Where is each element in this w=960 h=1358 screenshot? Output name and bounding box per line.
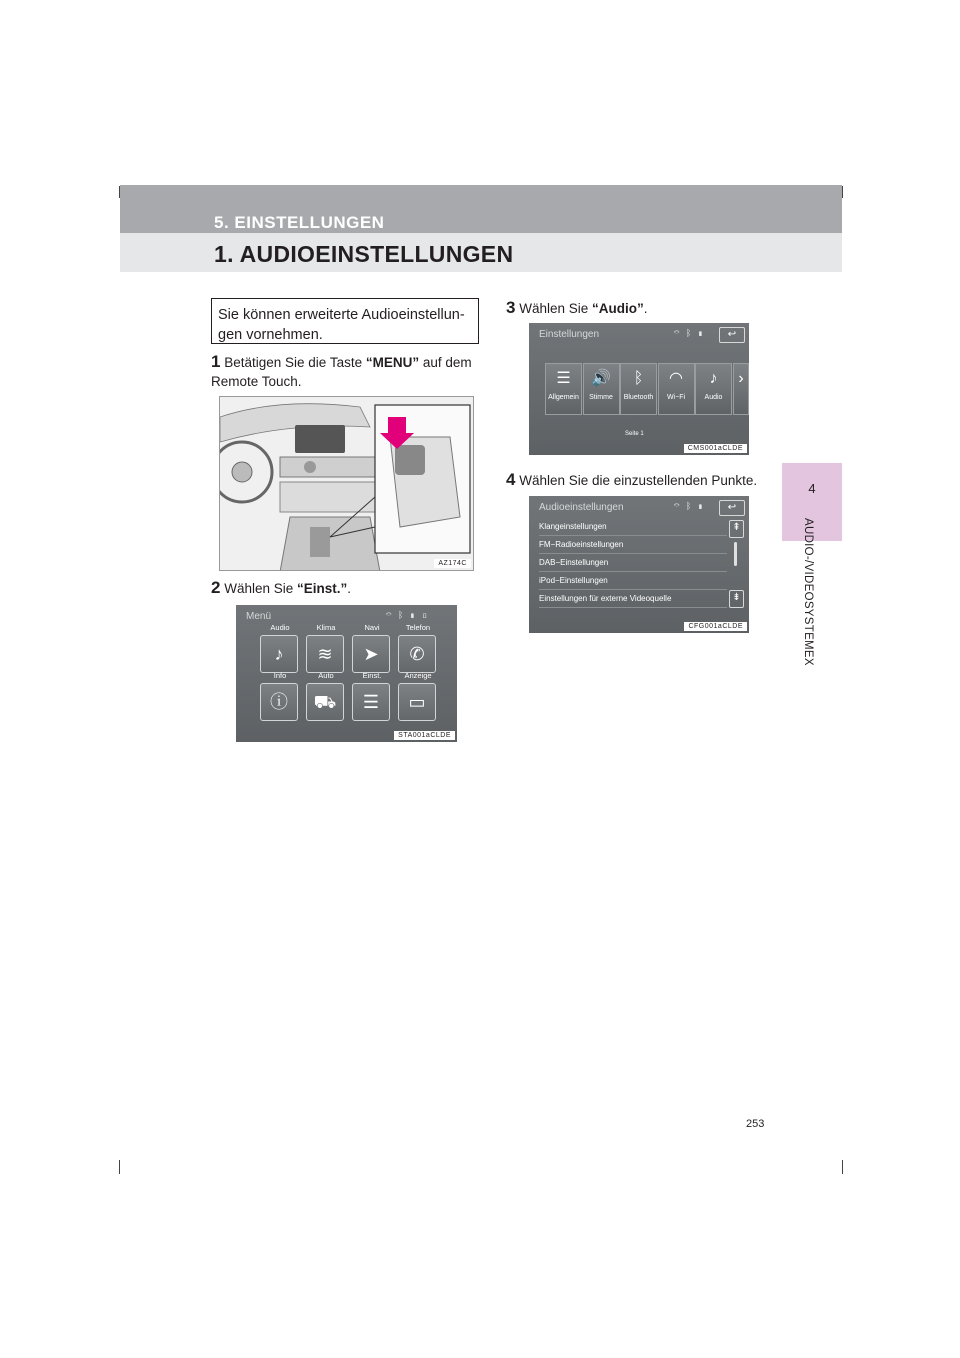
figure-remote-touch bbox=[219, 396, 474, 571]
step-keyword: “MENU” bbox=[365, 355, 420, 370]
figure-code: STA001aCLDE bbox=[394, 731, 455, 740]
step-3 bbox=[506, 298, 776, 318]
navi-icon[interactable]: ➤ bbox=[352, 635, 390, 673]
step-text: Wählen Sie bbox=[519, 301, 593, 316]
chapter-number: 4 bbox=[808, 481, 816, 496]
screen-title: Audioeinstellungen bbox=[539, 502, 624, 513]
step-1 bbox=[211, 352, 481, 391]
scrollbar[interactable] bbox=[734, 542, 737, 566]
step-2 bbox=[211, 578, 481, 598]
settings-tile-label: Wi−Fi bbox=[666, 394, 686, 401]
step-text-end: . bbox=[347, 581, 352, 596]
settings-tile-bluetooth[interactable] bbox=[620, 363, 657, 415]
page-number: 253 bbox=[746, 1118, 765, 1130]
step-4 bbox=[506, 470, 786, 490]
music-note-icon: ♪ bbox=[709, 370, 718, 387]
next-page-button[interactable]: › bbox=[733, 363, 749, 415]
back-button[interactable]: ↩ bbox=[719, 500, 745, 516]
scroll-down-button[interactable]: ⇟ bbox=[729, 590, 744, 608]
step-number: 2 bbox=[211, 578, 221, 597]
list-item[interactable]: Klangeinstellungen bbox=[539, 518, 727, 536]
step-number: 4 bbox=[506, 470, 516, 489]
menu-label-einst: Einst. bbox=[362, 671, 382, 680]
scroll-up-button[interactable]: ⇞ bbox=[729, 520, 744, 538]
figure-menu-screen bbox=[236, 605, 457, 742]
display-icon[interactable]: ▭ bbox=[398, 683, 436, 721]
settings-tile-audio[interactable] bbox=[695, 363, 732, 415]
car-interior-illustration bbox=[220, 397, 474, 571]
bluetooth-icon: ᛒ bbox=[633, 370, 644, 387]
general-settings-icon: ☰ bbox=[556, 370, 571, 387]
wifi-icon: ◠ bbox=[669, 370, 683, 387]
back-button[interactable]: ↩ bbox=[719, 327, 745, 343]
settings-icon[interactable]: ☰ bbox=[352, 683, 390, 721]
menu-label-klima: Klima bbox=[316, 623, 336, 632]
menu-label-anzeige: Anzeige bbox=[404, 671, 432, 680]
list-item[interactable]: DAB−Einstellungen bbox=[539, 554, 727, 572]
climate-icon[interactable]: ≋ bbox=[306, 635, 344, 673]
settings-tile-label: Audio bbox=[704, 394, 723, 401]
list-item[interactable]: FM−Radioeinstellungen bbox=[539, 536, 727, 554]
car-icon[interactable]: ⛟ bbox=[306, 683, 344, 721]
menu-label-navi: Navi bbox=[364, 623, 380, 632]
menu-label-audio: Audio bbox=[270, 623, 290, 632]
page-title: 1. AUDIOEINSTELLUNGEN bbox=[214, 241, 514, 267]
step-text: Wählen Sie bbox=[224, 581, 298, 596]
screen-title: Menü bbox=[246, 611, 272, 622]
status-icons: ⌔ ᛒ ▮ bbox=[674, 501, 706, 511]
chapter-label: AUDIO-/VIDEOSYSTEMEX bbox=[802, 518, 814, 666]
figure-settings-screen bbox=[529, 323, 749, 455]
page-header bbox=[120, 185, 842, 272]
menu-label-telefon: Telefon bbox=[405, 623, 431, 632]
step-number: 3 bbox=[506, 298, 516, 317]
crop-mark bbox=[119, 1160, 120, 1174]
section-label: 5. EINSTELLUNGEN bbox=[214, 213, 385, 232]
settings-tile-stimme[interactable] bbox=[583, 363, 620, 415]
intro-box: Sie können erweiterte Audioeinstellun-gen vornehmen. bbox=[211, 298, 479, 344]
step-keyword: “Einst.” bbox=[297, 581, 348, 596]
step-text-end: auf dem Remote Touch. bbox=[211, 355, 472, 389]
figure-code: CMS001aCLDE bbox=[684, 444, 747, 453]
voice-icon: 🔊 bbox=[591, 370, 611, 387]
info-icon[interactable]: ⓘ bbox=[260, 683, 298, 721]
step-keyword: “Audio” bbox=[592, 301, 644, 316]
chapter-label-wrapper bbox=[800, 518, 816, 698]
crop-mark bbox=[842, 186, 843, 198]
phone-icon[interactable]: ✆ bbox=[398, 635, 436, 673]
menu-label-info: Info bbox=[273, 671, 287, 680]
settings-tile-wifi[interactable] bbox=[658, 363, 695, 415]
step-text: Wählen Sie die einzustellenden Punkte. bbox=[519, 473, 758, 488]
crop-mark bbox=[842, 1160, 843, 1174]
settings-tile-label: Allgemein bbox=[548, 394, 579, 401]
step-text-end: . bbox=[643, 301, 648, 316]
page-indicator: Seite 1 bbox=[625, 431, 644, 437]
settings-tile-label: Bluetooth bbox=[623, 394, 654, 401]
screen-title: Einstellungen bbox=[539, 329, 600, 340]
step-text: Betätigen Sie die Taste bbox=[224, 355, 366, 370]
music-note-icon[interactable]: ♪ bbox=[260, 635, 298, 673]
settings-tile-allgemein[interactable] bbox=[545, 363, 582, 415]
figure-code: CFG001aCLDE bbox=[684, 622, 747, 631]
step-number: 1 bbox=[211, 352, 221, 371]
list-item[interactable]: iPod−Einstellungen bbox=[539, 572, 727, 590]
status-icons: ⌔ ᛒ ▮ bbox=[674, 328, 706, 338]
status-icons: ⌔ ᛒ ▮ ▯ bbox=[386, 610, 430, 620]
menu-label-auto: Auto bbox=[318, 671, 334, 680]
settings-tile-label: Stimme bbox=[589, 394, 613, 401]
list-item[interactable]: Einstellungen für externe Videoquelle bbox=[539, 590, 727, 608]
figure-audio-settings-screen bbox=[529, 496, 749, 633]
figure-code: AZ174C bbox=[434, 559, 471, 568]
